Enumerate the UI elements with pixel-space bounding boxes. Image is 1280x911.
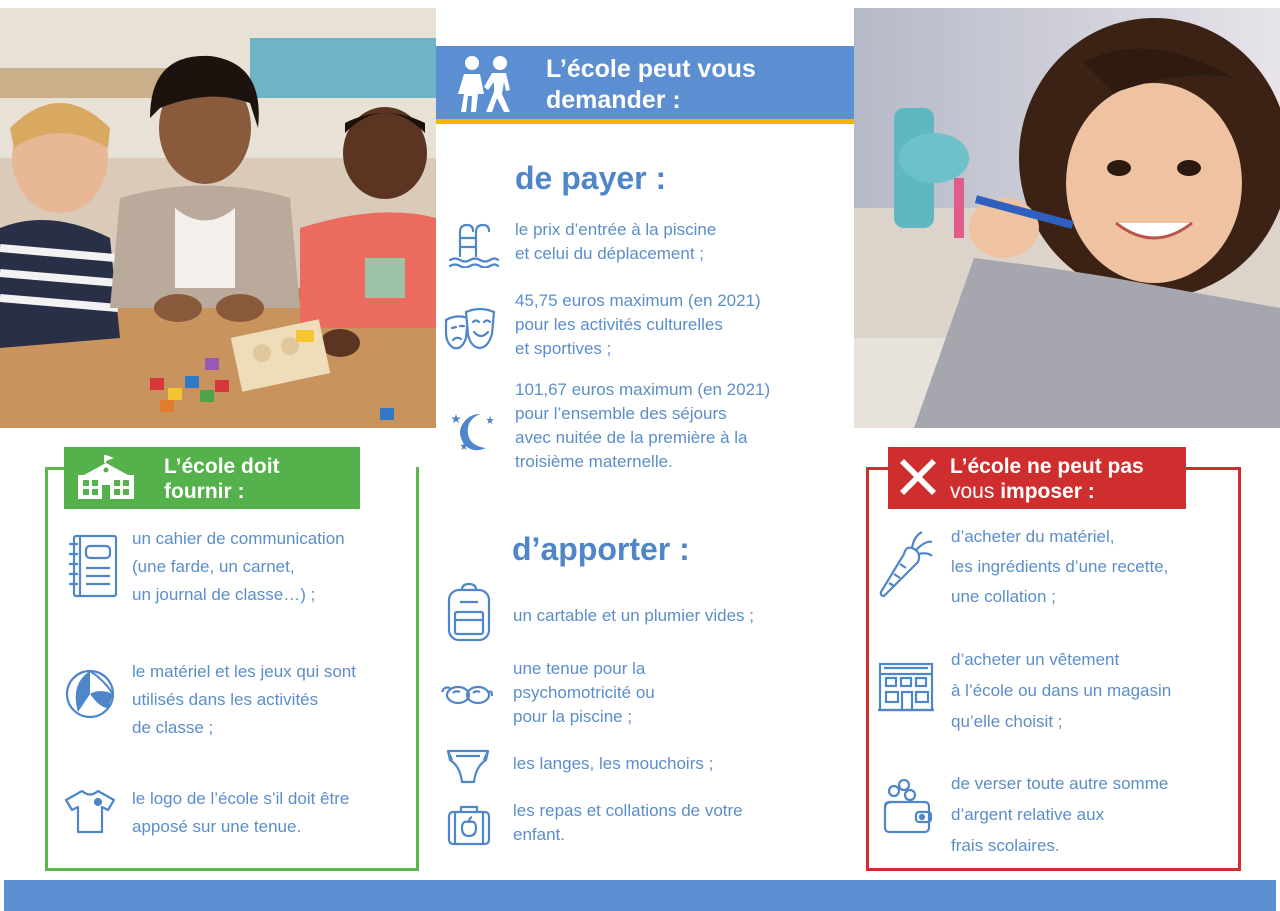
bring-item-meals-line-2: enfant. (513, 825, 565, 844)
impose-item-money-line-3: frais scolaires. (951, 836, 1060, 855)
impose-item-materials (951, 522, 1168, 612)
cannot-impose-title-vous: vous (950, 480, 1001, 503)
impose-item-money (951, 768, 1168, 861)
impose-item-materials-line-1: d’acheter du matériel, (951, 527, 1115, 546)
bring-item-meals (513, 799, 743, 847)
cannot-impose-title (950, 454, 1144, 504)
pay-item-stays (515, 378, 770, 474)
moon-stars-icon (450, 410, 500, 454)
provide-item-logo (132, 785, 349, 841)
pay-item-pool-line-2: et celui du déplacement ; (515, 244, 705, 263)
wallet-icon (882, 778, 934, 834)
backpack-icon (446, 582, 492, 642)
impose-item-materials-line-3: une collation ; (951, 587, 1056, 606)
pool-ladder-icon (448, 222, 500, 268)
shop-icon (876, 660, 936, 714)
impose-item-money-line-2: d’argent relative aux (951, 805, 1105, 824)
cannot-impose-title-line-1: L’école ne peut pas (950, 455, 1144, 478)
cross-icon (898, 457, 938, 497)
lunchbox-icon (446, 804, 492, 846)
impose-item-clothing-line-2: à l’école ou dans un magasin (951, 681, 1172, 700)
bring-item-outfit-line-3: pour la piscine ; (513, 707, 633, 726)
carrot-icon (878, 530, 934, 600)
provide-item-notebook (132, 525, 345, 609)
provide-item-materials-line-3: de classe ; (132, 718, 214, 737)
pay-item-stays-line-1: 101,67 euros maximum (en 2021) (515, 380, 771, 399)
pay-item-pool (515, 218, 716, 266)
must-provide-header (64, 447, 360, 509)
impose-item-clothing-line-1: d’acheter un vêtement (951, 650, 1120, 669)
bottom-band (4, 880, 1276, 911)
pay-item-pool-line-1: le prix d’entrée à la piscine (515, 220, 717, 239)
provide-item-materials-line-2: utilisés dans les activités (132, 690, 319, 709)
impose-item-clothing-line-3: qu’elle choisit ; (951, 712, 1063, 731)
cannot-impose-title-line-2 (950, 479, 1144, 504)
must-provide-title-line-2: fournir : (164, 480, 245, 503)
bring-item-diapers (513, 752, 713, 776)
cannot-impose-header (888, 447, 1186, 509)
provide-item-notebook-line-3: un journal de classe…) ; (132, 585, 316, 604)
provide-item-notebook-line-1: un cahier de communication (132, 529, 345, 548)
impose-item-materials-line-2: les ingrédients d’une recette, (951, 557, 1169, 576)
provide-item-logo-line-1: le logo de l’école s’il doit être (132, 789, 350, 808)
bring-item-diapers-line-1: les langes, les mouchoirs ; (513, 754, 714, 773)
bring-item-schoolbag (513, 604, 754, 628)
pay-item-activities (515, 289, 761, 361)
bring-item-outfit-line-1: une tenue pour la (513, 659, 646, 678)
must-provide-title-line-1: L’école doit (164, 455, 280, 478)
theater-masks-icon (442, 306, 498, 358)
pay-item-activities-line-3: et sportives ; (515, 339, 612, 358)
girl-painting-photo (854, 8, 1280, 428)
pay-item-stays-line-4: troisième maternelle. (515, 452, 673, 471)
bring-item-outfit (513, 657, 655, 729)
middle-header-title (546, 54, 836, 116)
pay-section-title: de payer : (515, 160, 667, 196)
provide-item-materials (132, 658, 356, 742)
pay-item-stays-line-2: pour l’ensemble des séjours (515, 404, 727, 423)
beach-ball-icon (64, 668, 116, 720)
impose-item-money-line-1: de verser toute autre somme (951, 774, 1169, 793)
diaper-icon (446, 748, 490, 784)
pay-item-stays-line-3: avec nuitée de la première à la (515, 428, 748, 447)
cannot-impose-title-imposer: imposer : (1000, 480, 1095, 503)
pay-item-activities-line-2: pour les activités culturelles (515, 315, 723, 334)
bring-item-meals-line-1: les repas et collations de votre (513, 801, 743, 820)
header-line-2: demander : (546, 86, 681, 114)
bring-item-outfit-line-2: psychomotricité ou (513, 683, 655, 702)
school-building-icon (76, 455, 136, 501)
bring-item-schoolbag-line-1: un cartable et un plumier vides ; (513, 606, 754, 625)
classroom-photo (0, 8, 436, 428)
provide-item-materials-line-1: le matériel et les jeux qui sont (132, 662, 356, 681)
middle-header (436, 46, 854, 124)
children-walking-icon (452, 54, 524, 114)
bring-section-title: d’apporter : (512, 531, 690, 567)
must-provide-title (164, 454, 280, 504)
impose-item-clothing (951, 644, 1171, 737)
goggles-icon (440, 680, 494, 710)
pay-item-activities-line-1: 45,75 euros maximum (en 2021) (515, 291, 761, 310)
tshirt-icon (64, 788, 116, 834)
provide-item-logo-line-2: apposé sur une tenue. (132, 817, 302, 836)
header-line-1: L’école peut vous (546, 55, 756, 83)
notebook-icon (66, 534, 120, 600)
provide-item-notebook-line-2: (une farde, un carnet, (132, 557, 295, 576)
